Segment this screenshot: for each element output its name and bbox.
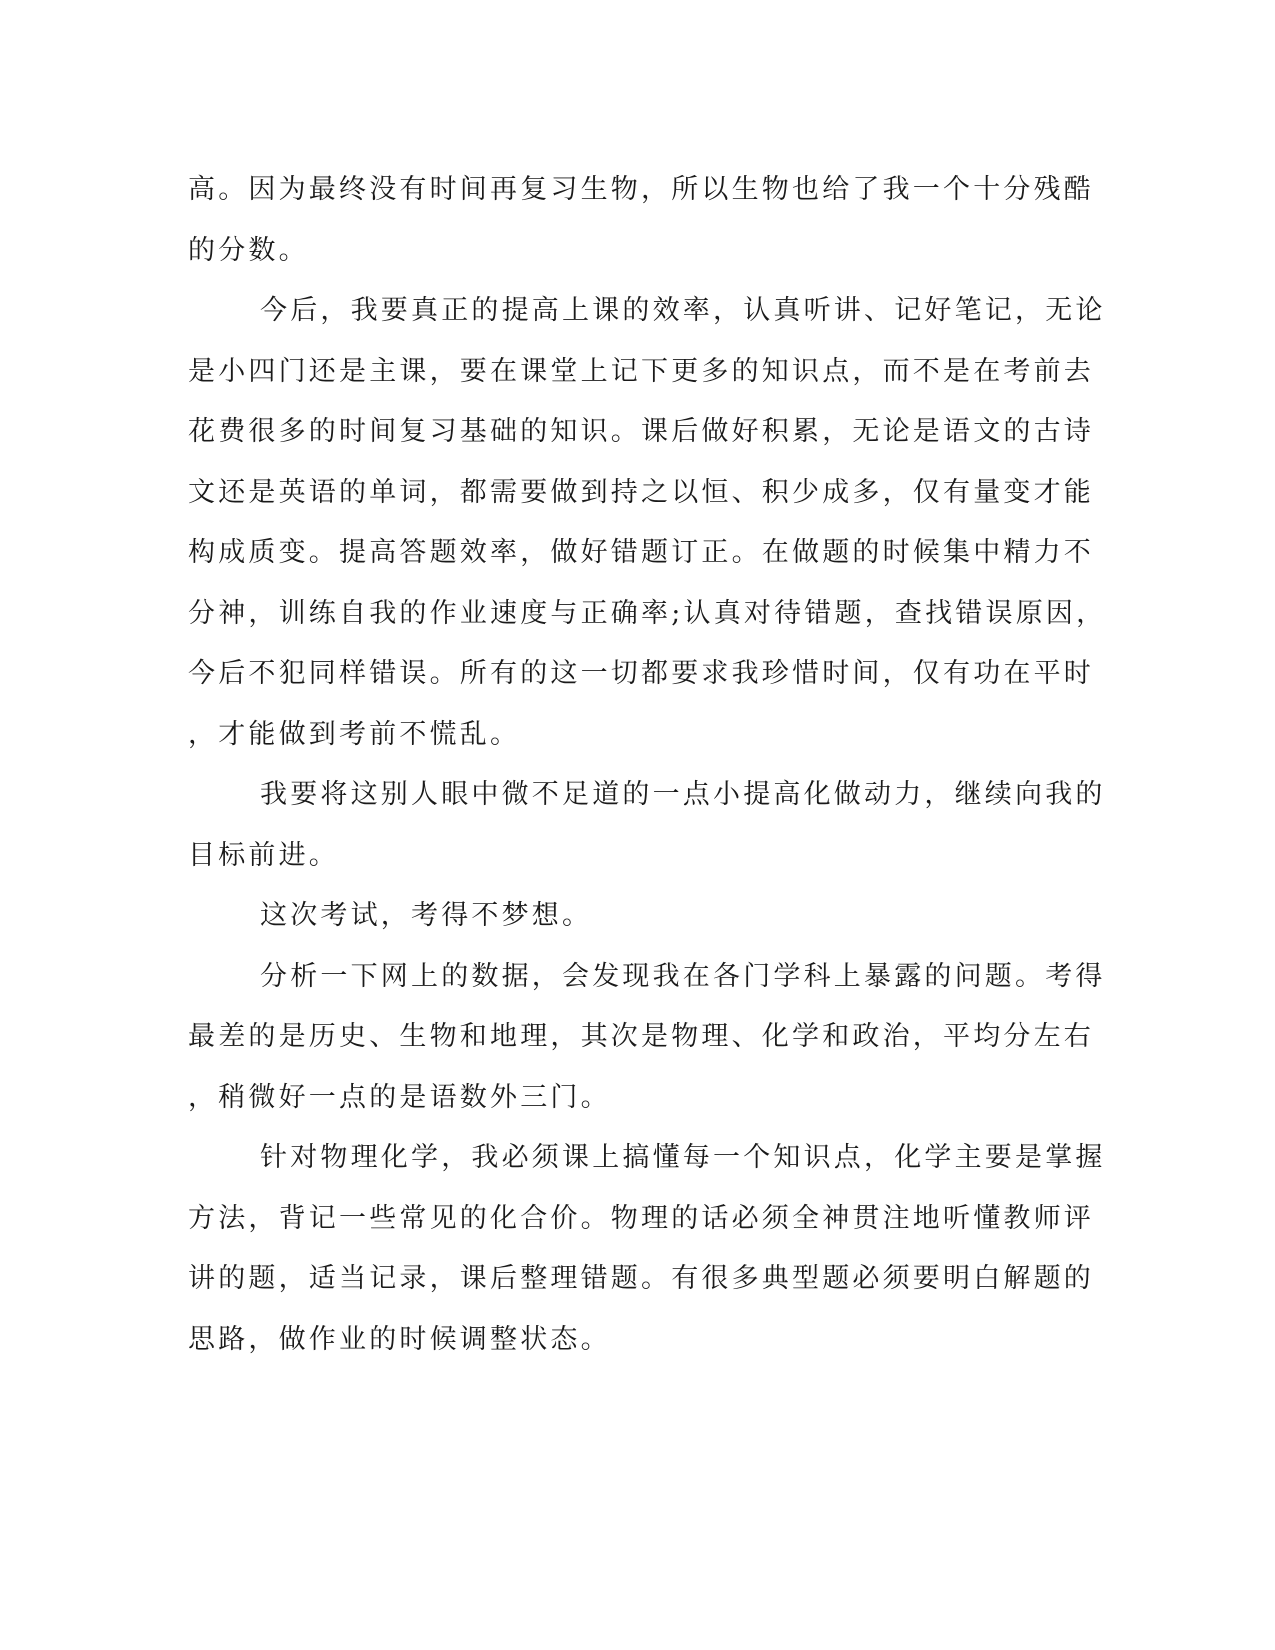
- text-line: 分神，训练自我的作业速度与正确率;认真对待错题，查找错误原因，: [188, 597, 1107, 629]
- text-line: 的分数。: [188, 234, 309, 266]
- text-line: 高。因为最终没有时间再复习生物，所以生物也给了我一个十分残酷: [188, 174, 1094, 205]
- text-line: 花费很多的时间复习基础的知识。课后做好积累，无论是语文的古诗: [188, 416, 1094, 447]
- text-line: 思路，做作业的时候调整状态。: [188, 1323, 611, 1355]
- body-text: [188, 160, 1107, 1370]
- text-line: 构成质变。提高答题效率，做好错题订正。在做题的时候集中精力不: [188, 537, 1094, 568]
- text-line: 针对物理化学，我必须课上搞懂每一个知识点，化学主要是掌握: [260, 1142, 1106, 1173]
- text-line: 最差的是历史、生物和地理，其次是物理、化学和政治，平均分左右: [188, 1021, 1094, 1052]
- text-line: 讲的题，适当记录，课后整理错题。有很多典型题必须要明白解题的: [188, 1263, 1094, 1294]
- text-line: ，才能做到考前不慌乱。: [188, 718, 521, 750]
- text-line: 文还是英语的单词，都需要做到持之以恒、积少成多，仅有量变才能: [188, 476, 1094, 508]
- text-line: 目标前进。: [188, 839, 339, 871]
- text-line: ，稍微好一点的是语数外三门。: [188, 1081, 611, 1113]
- text-line: 是小四门还是主课，要在课堂上记下更多的知识点，而不是在考前去: [188, 355, 1094, 387]
- text-line: 今后，我要真正的提高上课的效率，认真听讲、记好笔记，无论: [260, 295, 1106, 326]
- text-line: 分析一下网上的数据，会发现我在各门学科上暴露的问题。考得: [260, 960, 1106, 992]
- text-line: 这次考试，考得不梦想。: [260, 900, 593, 931]
- text-line: 方法，背记一些常见的化合价。物理的话必须全神贯注地听懂教师评: [188, 1202, 1094, 1234]
- text-line: 今后不犯同样错误。所有的这一切都要求我珍惜时间，仅有功在平时: [188, 658, 1094, 689]
- text-line: 我要将这别人眼中微不足道的一点小提高化做动力，继续向我的: [260, 779, 1106, 810]
